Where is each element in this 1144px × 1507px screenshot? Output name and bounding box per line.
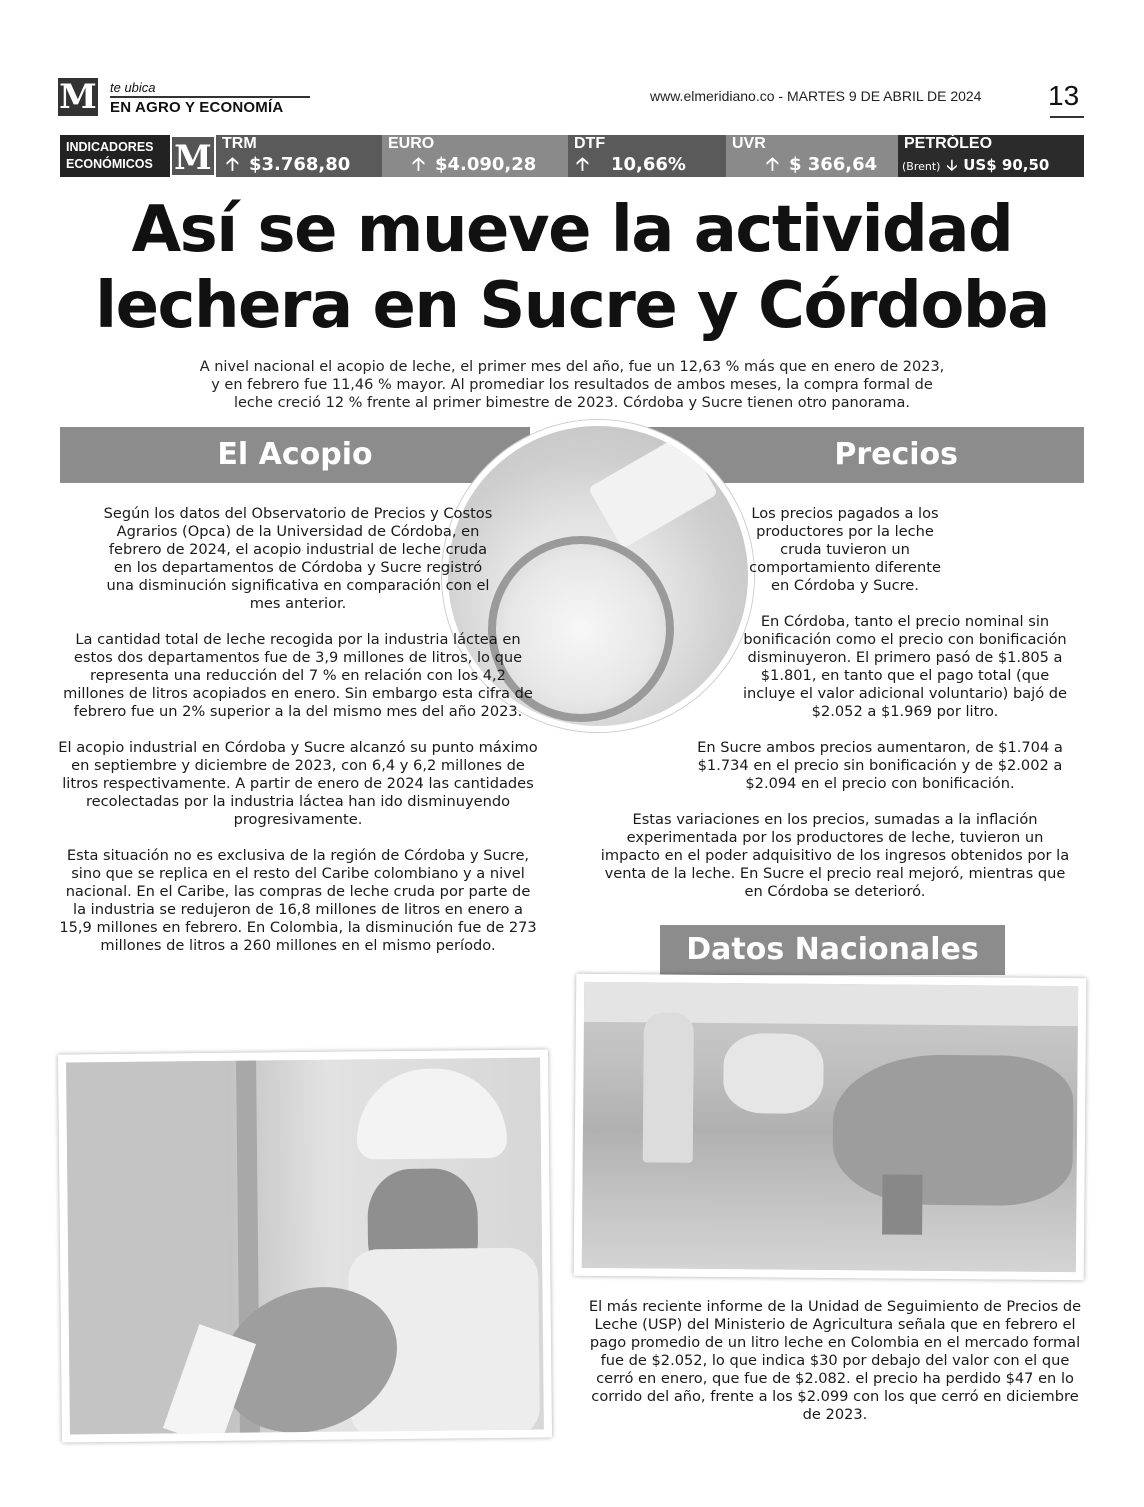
section-header-precios: Precios [620, 427, 1084, 483]
paragraph: Esta situación no es exclusiva de la región de Córdoba y Sucre, sino que se replica en el resto del Caribe colombiano y a nivel nacional. En el Caribe, las compras de leche cruda por parte de la industria se redujeron de 16,8 millones de litros en enero a 15,9 millones en febrero. En Colombia, la disminución fue de 273 millones de litros a 260 millones en el mismo período. [59, 847, 537, 954]
indicator-petroleo [898, 135, 1084, 177]
milking-parlor-photo [574, 974, 1087, 1280]
paragraph: El acopio industrial en Córdoba y Sucre alcanzó su punto máximo en septiembre y diciembre de 2023, con 6,4 y 6,2 millones de litros respectivamente. A partir de enero de 2024 las cantidades recolectadas por la industria láctea han ido disminuyendo progresivamente. [58, 739, 538, 828]
precios-column [600, 505, 1070, 919]
indicator-euro [382, 135, 568, 177]
indicator-name: UVR [732, 135, 766, 152]
headline [40, 192, 1104, 344]
arrow-up-icon: 🡡 [226, 154, 239, 175]
paragraph: Los precios pagados a los productores por la leche cruda tuvieron un comportamiento diferente en Córdoba y Sucre. [749, 505, 941, 594]
section-rule [110, 96, 310, 98]
headline-line2: lechera en Sucre y Córdoba [95, 269, 1049, 343]
indicator-uvr [726, 135, 898, 177]
paragraph: Estas variaciones en los precios, sumadas a la inflación experimentada por los productores de leche, tuvieron un impacto en el poder adquisitivo de los ingresos obtenidos por la venta de la leche. En Sucre el precio real mejoró, mientras que en Córdoba se deterioró. [600, 811, 1070, 900]
page-number-rule [1050, 116, 1084, 118]
indicator-value: 🡡 $ 366,64 [766, 152, 877, 182]
arrow-up-icon: 🡡 [412, 154, 425, 175]
indicators-label-line1: INDICADORES [66, 140, 154, 154]
economic-indicators-bar [60, 135, 1084, 177]
deck [150, 358, 994, 412]
indicator-name: EURO [388, 135, 435, 152]
indicator-value: 🡡 $3.768,80 [226, 152, 350, 182]
indicator-value: 🡡 10,66% [576, 152, 686, 182]
indicator-name: DTF [574, 135, 606, 152]
indicator-name: PETRÓLEO [904, 135, 993, 152]
indicator-sub: (Brent) [902, 160, 941, 173]
section-header-acopio: El Acopio [60, 427, 530, 483]
indicator-value: (Brent) 🡣 US$ 90,50 [902, 155, 1049, 180]
indicators-label-line2: ECONÓMICOS [66, 157, 153, 171]
paragraph: La cantidad total de leche recogida por la industria láctea en estos dos departamentos fue de 3,9 millones de litros, lo que representa una reducción del 7 % en relación con los 4,2 millones de litros acopiados en enero. Sin embargo esta cifra de febrero fue un 2% superior a la del mismo mes del año 2023. [63, 631, 533, 720]
section-name: EN AGRO Y ECONOMÍA [110, 99, 284, 116]
tagline: te ubica [110, 80, 156, 95]
arrow-up-icon: 🡡 [766, 154, 779, 175]
indicators-label [60, 135, 170, 177]
indicator-name: TRM [222, 135, 257, 152]
deck-line: leche creció 12 % frente al primer bimestre de 2023. Córdoba y Sucre tienen otro panorama. [233, 395, 911, 411]
worker-pouring-milk-photo [58, 1049, 552, 1442]
section-header-datos-nacionales: Datos Nacionales [660, 925, 1005, 975]
paragraph: En Sucre ambos precios aumentaron, de $1.704 a $1.734 en el precio sin bonificación y de $2.002 a $2.094 en el precio con bonificación. [697, 739, 1063, 792]
indicator-trm [216, 135, 382, 177]
paragraph: En Córdoba, tanto el precio nominal sin bonificación como el precio con bonificación disminuyeron. El primero pasó de $1.805 a $1.801, en tanto que el pago total (que incluye el valor adicional voluntario) bajó de $2.052 a $1.969 por litro. [742, 613, 1068, 720]
newspaper-logo: M [59, 77, 97, 117]
acopio-column [58, 505, 538, 973]
headline-line1: Así se mueve la actividad [131, 193, 1013, 267]
paragraph: Según los datos del Observatorio de Precios y Costos Agrarios (Opca) de la Universidad de Córdoba, en febrero de 2024, el acopio industrial de leche cruda en los departamentos de Córdoba y Sucre registró una disminución significativa en comparación con el mes anterior. [103, 505, 493, 612]
arrow-up-icon: 🡡 [576, 154, 589, 175]
page-number: 13 [1048, 80, 1080, 111]
paragraph: El más reciente informe de la Unidad de Seguimiento de Precios de Leche (USP) del Ministerio de Agricultura señala que en febrero el pago promedio de un litro leche en Colombia en el mercado formal fue de $2.052, lo que indica $30 por debajo del valor con el que cerró en enero, que fue de $2.082. el precio ha perdido $47 en lo corrido del año, frente a los $2.099 con los que cerró en diciembre de 2023. [588, 1298, 1082, 1423]
datos-nacionales-text [585, 1298, 1085, 1442]
dateline: www.elmeridiano.co - MARTES 9 DE ABRIL DE 2024 [650, 88, 982, 104]
indicators-logo: M [170, 135, 216, 177]
deck-line: y en febrero fue 11,46 % mayor. Al promediar los resultados de ambos meses, la compra formal de [211, 377, 933, 393]
indicator-dtf [568, 135, 726, 177]
arrow-down-icon: 🡣 [946, 156, 958, 174]
deck-line: A nivel nacional el acopio de leche, el primer mes del año, fue un 12,63 % más que en enero de 2023, [199, 359, 945, 375]
indicator-value: 🡡 $4.090,28 [412, 152, 536, 182]
